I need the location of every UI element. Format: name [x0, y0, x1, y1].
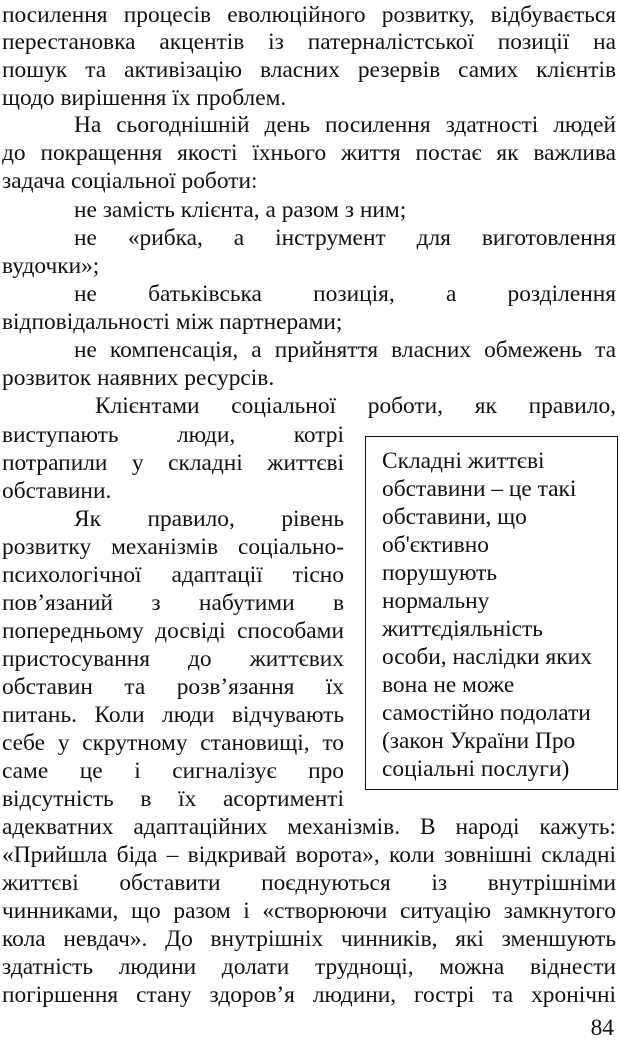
text-line: життєві обставити поєднуються із внутрішніми — [2, 870, 616, 896]
box-line: вона не може — [382, 672, 515, 698]
text-line: пошук та активізацію власних резервів самих клієнтів — [2, 57, 616, 83]
text-line: обставин та розв’язання їх — [2, 674, 344, 700]
text-line: Як правило, рівень — [74, 506, 344, 532]
box-line: соціальні послуги) — [382, 756, 570, 782]
box-line: особи, наслідки яких — [382, 644, 592, 670]
list-item: не компенсація, а прийняття власних обмежень та — [74, 337, 616, 363]
list-item: не батьківська позиція, а розділення — [74, 281, 616, 307]
text-line: На сьогоднішній день посилення здатності людей — [74, 112, 616, 138]
box-line: об'єктивно — [382, 532, 489, 558]
box-line: (закон України Про — [382, 728, 576, 754]
text-line: кола невдач». До внутрішніх чинників, які зменшують — [2, 926, 616, 952]
box-line: обставини – це такі — [382, 476, 577, 502]
text-line: розвитку механізмів соціально- — [2, 534, 344, 560]
list-item: не «рибка, а інструмент для виготовлення — [74, 225, 616, 251]
text-line: питань. Коли люди відчувають — [2, 702, 344, 728]
text-line: перестановка акцентів із патерналістської позиції на — [2, 29, 616, 55]
text-line: саме це і сигналізує про — [2, 758, 344, 784]
text-line: обставини. — [2, 478, 112, 504]
box-line: обставини, що — [382, 504, 527, 530]
box-line: порушують — [382, 560, 498, 586]
text-line: посилення процесів еволюційного розвитку, відбувається — [2, 2, 616, 28]
box-line: самостійно подолати — [382, 700, 591, 726]
text-line: потрапили у складні життєві — [2, 450, 344, 476]
definition-box — [365, 436, 618, 790]
text-line: попередньому досвіді способами — [2, 618, 344, 644]
box-line: життєдіяльність — [382, 616, 543, 642]
list-item: не замість клієнта, а разом з ним; — [74, 197, 407, 223]
text-line: погіршення стану здоров’я людини, гострі та хронічні — [2, 982, 616, 1008]
text-line: «Прийшла біда – відкривай ворота», коли зовнішні складні — [2, 842, 616, 868]
text-line: вудочки»; — [2, 253, 100, 279]
text-line: виступають люди, котрі — [2, 422, 344, 448]
text-line: до покращення якості їхнього життя постає як важлива — [2, 140, 616, 166]
box-line: Складні життєві — [382, 448, 545, 474]
text-line: пов’язаний з набутими в — [2, 590, 344, 616]
text-line: Клієнтами соціальної роботи, як правило, — [95, 393, 616, 419]
text-line: здатність людини долати труднощі, можна віднести — [2, 954, 616, 980]
text-line: пристосування до життєвих — [2, 646, 344, 672]
text-line: психологічної адаптації тісно — [2, 562, 344, 588]
text-line: чинниками, що разом і «створюючи ситуацію замкнутого — [2, 898, 616, 924]
text-line: задача соціальної роботи: — [2, 168, 258, 194]
text-line: адекватних адаптаційних механізмів. В народі кажуть: — [2, 814, 616, 840]
text-line: відповідальності між партнерами; — [2, 309, 343, 335]
text-line: розвиток наявних ресурсів. — [2, 365, 275, 391]
text-line: себе у скрутному становищі, то — [2, 730, 344, 756]
text-line: відсутність в їх асортименті — [2, 786, 344, 812]
box-line: нормальну — [382, 588, 490, 614]
page-number: 84 — [590, 1015, 614, 1041]
text-line: щодо вирішення їх проблем. — [2, 85, 287, 111]
